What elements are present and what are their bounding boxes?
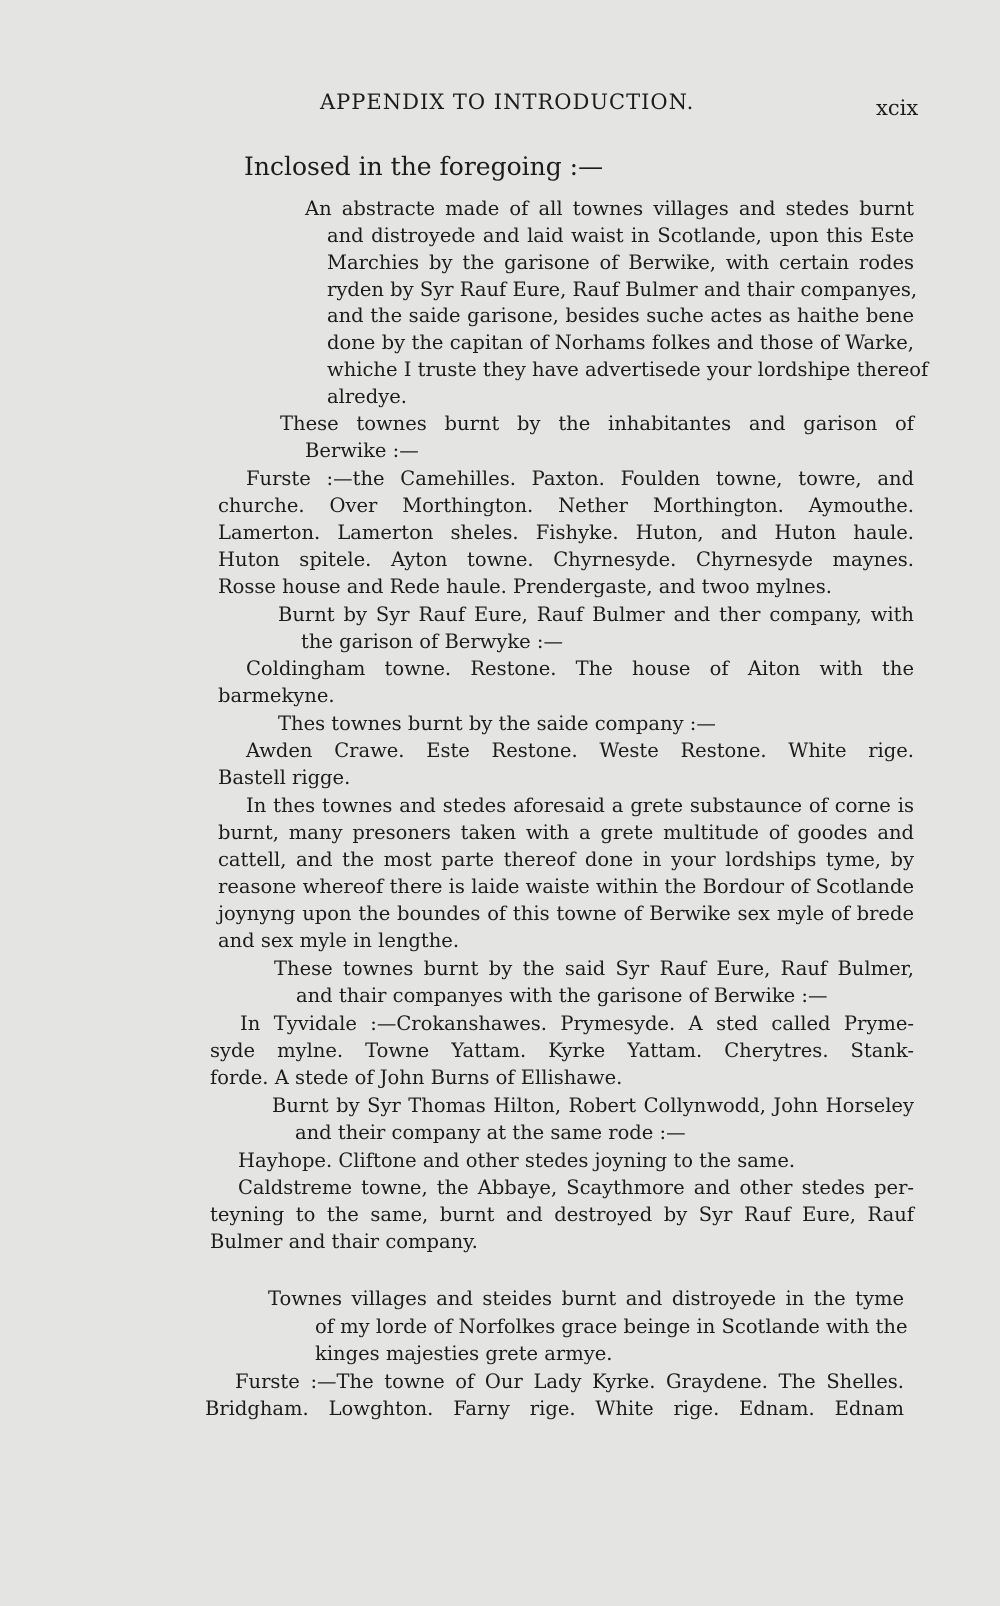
text-line: and distroyede and laid waist in Scotlande, upon this Este <box>327 224 914 247</box>
text-line: the garison of Berwyke :— <box>301 630 563 653</box>
text-line: Caldstreme towne, the Abbaye, Scaythmore and other stedes per- <box>238 1176 914 1199</box>
text-line: forde. A stede of John Burns of Ellishawe. <box>210 1066 623 1089</box>
text-line: Thes townes burnt by the saide company :— <box>278 712 716 735</box>
text-line: Berwike :— <box>305 439 419 462</box>
text-line: Lamerton. Lamerton sheles. Fishyke. Huton, and Huton haule. <box>218 521 914 544</box>
text-line: alredye. <box>327 385 407 408</box>
page-number: xcix <box>876 96 919 120</box>
text-line: Bastell rigge. <box>218 766 351 789</box>
text-line: and thair companyes with the garisone of Berwike :— <box>296 984 828 1007</box>
text-line: done by the capitan of Norhams folkes and those of Warke, <box>327 331 914 354</box>
text-line: Townes villages and steides burnt and distroyede in the tyme <box>268 1287 904 1310</box>
text-line: barmekyne. <box>218 684 335 707</box>
text-line: Hayhope. Cliftone and other stedes joyning to the same. <box>238 1149 796 1172</box>
text-line: These townes burnt by the inhabitantes and garison of <box>280 412 914 435</box>
text-line: In thes townes and stedes aforesaid a grete substaunce of corne is <box>246 794 914 817</box>
text-line: of my lorde of Norfolkes grace beinge in Scotlande with the <box>315 1315 908 1338</box>
text-line: joynyng upon the boundes of this towne of Berwike sex myle of brede <box>218 902 914 925</box>
text-line: reasone whereof there is laide waiste within the Bordour of Scotlande <box>218 875 914 898</box>
text-line: These townes burnt by the said Syr Rauf Eure, Rauf Bulmer, <box>274 957 914 980</box>
text-line: syde mylne. Towne Yattam. Kyrke Yattam. Cherytres. Stank- <box>210 1039 914 1062</box>
text-line: An abstracte made of all townes villages and stedes burnt <box>305 197 914 220</box>
text-line: ryden by Syr Rauf Eure, Rauf Bulmer and thair companyes, <box>327 278 918 301</box>
section-heading: Inclosed in the foregoing :— <box>244 152 604 181</box>
text-line: whiche I truste they have advertisede your lordshipe thereof <box>327 358 929 381</box>
text-line: Furste :—the Camehilles. Paxton. Foulden towne, towre, and <box>246 467 914 490</box>
text-line: Marchies by the garisone of Berwike, with certain rodes <box>327 251 914 274</box>
text-line: and their company at the same rode :— <box>295 1121 686 1144</box>
running-head: APPENDIX TO INTRODUCTION. <box>320 90 695 114</box>
text-line: Bulmer and thair company. <box>210 1230 478 1253</box>
text-line: Awden Crawe. Este Restone. Weste Restone. White rige. <box>246 739 914 762</box>
text-line: In Tyvidale :—Crokanshawes. Prymesyde. A sted called Pryme- <box>240 1012 914 1035</box>
text-line: and the saide garisone, besides suche actes as haithe bene <box>327 304 914 327</box>
text-line: Bridgham. Lowghton. Farny rige. White rige. Ednam. Ednam <box>205 1397 904 1420</box>
text-line: Huton spitele. Ayton towne. Chyrnesyde. Chyrnesyde maynes. <box>218 548 914 571</box>
text-line: churche. Over Morthington. Nether Morthington. Aymouthe. <box>218 494 914 517</box>
text-line: Burnt by Syr Rauf Eure, Rauf Bulmer and ther company, with <box>278 603 914 626</box>
text-line: cattell, and the most parte thereof done in your lordships tyme, by <box>218 848 914 871</box>
text-line: Coldingham towne. Restone. The house of Aiton with the <box>246 657 914 680</box>
text-line: teyning to the same, burnt and destroyed by Syr Rauf Eure, Rauf <box>210 1203 914 1226</box>
text-line: burnt, many presoners taken with a grete multitude of goodes and <box>218 821 914 844</box>
text-line: and sex myle in lengthe. <box>218 929 460 952</box>
text-line: Rosse house and Rede haule. Prendergaste, and twoo mylnes. <box>218 575 832 598</box>
text-line: kinges majesties grete armye. <box>315 1342 613 1365</box>
text-line: Furste :—The towne of Our Lady Kyrke. Graydene. The Shelles. <box>235 1370 904 1393</box>
text-line: Burnt by Syr Thomas Hilton, Robert Collynwodd, John Horseley <box>272 1094 914 1117</box>
